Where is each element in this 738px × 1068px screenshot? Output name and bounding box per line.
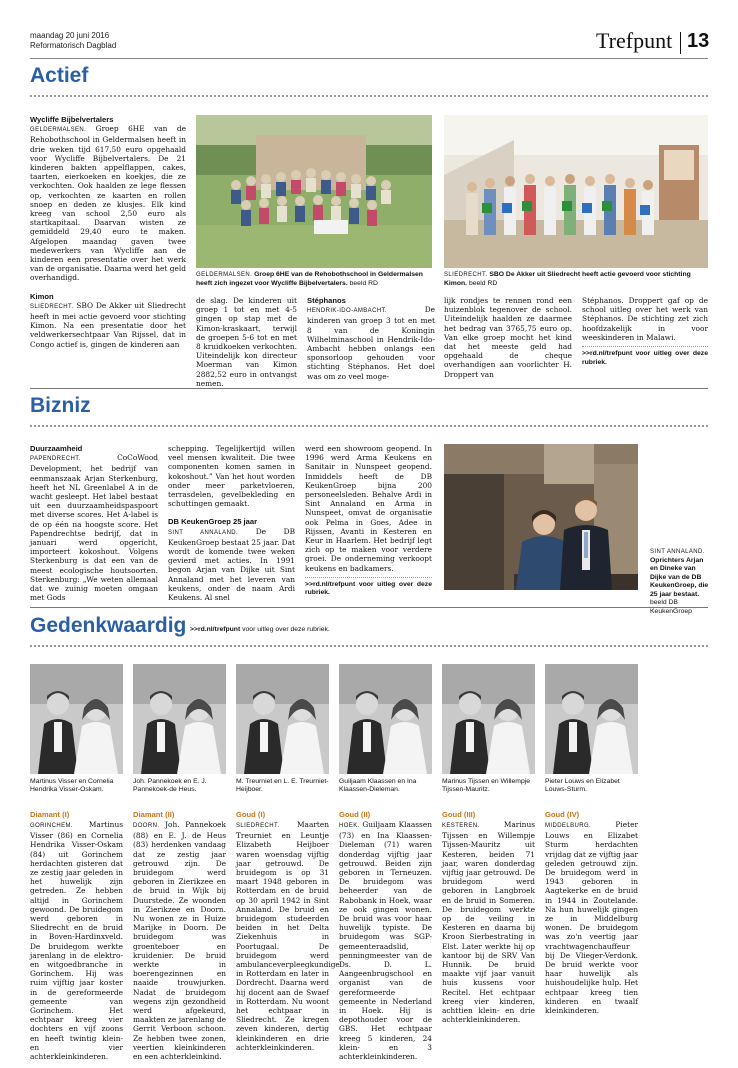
caption-text: Oprichters Arjan en Dineke van Dijke van de DB KeukenGroep, die 25 jaar bestaat. — [650, 556, 709, 598]
couple-caption: M. Treurniet en L. E. Treurniet-Heijboer. — [236, 778, 329, 794]
couple-card — [442, 664, 535, 1024]
anniversary-label: Goud (IV) — [545, 810, 580, 819]
photo-kimon-sliedrecht — [444, 115, 708, 268]
couple-text-block — [442, 820, 535, 1024]
article-text: SBO De Akker uit Sliedrecht heeft in mei actie gevoerd voor stichting Kimon. Na een presentatie door het veldwerkersechtpaar Van Rijssel, dat in Congo actief is, gingen de kinderen aan — [30, 300, 186, 349]
article-text: De DB KeukenGroep bestaat 25 jaar. Dat wordt de komende twee weken gevierd met acties. In 1991 begon Arjan van Dijke uit Sint Annaland met het leveren van keukens, onder de naam Ardi Keukens. Al snel — [168, 526, 295, 603]
section-divider — [30, 645, 708, 647]
couple-photo-image — [236, 664, 329, 774]
keukengroep-photo-image — [444, 444, 638, 590]
couple-photo — [30, 664, 123, 774]
bizniz-column-3 — [305, 444, 432, 598]
section-title-actief: Actief — [30, 64, 89, 87]
actief-column-2 — [196, 296, 297, 388]
couple-card — [545, 664, 638, 1015]
couple-text-block — [545, 820, 638, 1015]
rubriek-link-text: voor uitleg over deze rubriek. — [242, 626, 330, 633]
paper-name: Reformatorisch Dagblad — [30, 41, 117, 50]
couple-text: Joh. Pannekoek (88) en E. J. de Heus (83) herdenken vandaag dat ze zestig jaar getrouwd zijn. De bruidegom werd geboren in Zierikzee en de bruid in Wijk bij Duurstede. Ze woonden in Zierikzee en Doorn. Nu wonen ze in Huize Marijke in Doorn. De bruidegom was groenteboer en kruidenier. De bruid werkte in boerengezinnen en naaide trouwjurken. Nadat de bruidegom wegens zijn gezondheid werd afgekeurd, maakten ze jarenlang de Gerrit Verboon schoon. Ze hebben twee zonen, veertien kleinkinderen en een achterkleinkind. — [133, 820, 226, 1062]
anniversary-label: Goud (I) — [236, 810, 266, 819]
couple-text: Guiljaam Klaassen (73) en Ina Klaassen-Dieleman (71) waren donderdag vijftig jaar getrouwd. Beiden zijn geboren in Terneuzen. De bruidegom was beheerder van de Rabobank in Hoek, waar ze ook gingen wonen. De bruid was voor haar huwelijk typiste. De bruidegom was SGP-gemeenteraadslid, penningmeester van de Ds. D. L. Aangeenbrugschool en organist van de gereformeerde gemeente in Nederland in Hoek. Hij is depothouder voor de GBS. Het echtpaar kreeg 5 kinderen, 24 klein- en 3 achterkleinkinderen. — [339, 820, 432, 1062]
caption-text: SBO De Akker uit Sliedrecht heeft actie gevoerd voor stichting Kimon. — [444, 271, 691, 287]
couple-card — [30, 664, 123, 1061]
couple-place: KESTEREN. — [442, 823, 480, 829]
caption-credit: beeld RD — [349, 279, 378, 287]
article-text: de slag. De kinderen uit groep 1 tot en met 4-5 gingen op stap met de Kimon-kraskaart, terwijl de groepen 5-6 tot en met 8 kruidkoeken verkochten. Uiteindelijk kon directeur Moerman van Kimon 2882,52 euro in ontvangst nemen. — [196, 296, 297, 388]
couple-place: DOORN. — [133, 823, 160, 829]
section-divider — [30, 388, 708, 389]
page-number: 13 — [687, 30, 710, 52]
couple-photo — [339, 664, 432, 774]
caption-credit: beeld DB KeukenGroep — [650, 599, 692, 615]
couple-text-block — [133, 820, 226, 1061]
photo-db-keukengroep — [444, 444, 638, 590]
couple-text-block — [339, 820, 432, 1061]
anniversary-label: Diamant (II) — [133, 810, 175, 819]
header-separator — [680, 32, 681, 54]
couple-photo-image — [133, 664, 226, 774]
kimon-photo-image — [444, 115, 708, 268]
article-text: werd een showroom geopend. In 1996 werd Arma Keukens en Sanitair in Nunspeet geopend. Inmiddels heeft de DB KeukenGroep bijna 200 personeelsleden. Behalve Ardi in Sint Annaland en Arma in Nunspeet, omvat de organisatie ook Pelma in Goes, Adee in Rijssen, Avanti in Kesteren en Keur in Haarlem. Het bedrijf legt zich op te maken voor verdere groei. De onderneming verkoopt keukens en badkamers. — [305, 444, 432, 573]
rubriek-link[interactable] — [582, 350, 708, 367]
section-divider — [30, 607, 708, 608]
anniversary-label: Goud (II) — [339, 810, 371, 819]
article-heading: Stéphanos — [307, 296, 346, 305]
couple-card — [236, 664, 340, 1052]
article-heading: DB KeukenGroep 25 jaar — [168, 517, 258, 527]
article-text: CoCoWood Development, het bedrijf van eenmanszaak Arjan Sterkenburg, heeft het NL Greenlabel A in de wacht gesleept. Het label bestaat uit een duurzaamheidspaspoort met diverse scores. Het A-label is de op één na hoogste score. Het Papendrechtse bedrijf, dat in januari werd opgericht, importeert kokoshout. Volgens Sterkenburg is dat een van de meest ecologische houtsoorten. Sterkenburg: „We weten allemaal dat we zuinig moeten omgaan met Gods — [30, 453, 158, 603]
article-place: SINT ANNALAND. — [168, 529, 239, 536]
anniversary-label: Diamant (I) — [30, 810, 70, 819]
caption-place: SINT ANNALAND. — [650, 549, 705, 555]
couple-text: Pieter Louws en Elizabet Sturm herdachten vrijdag dat ze vijftig jaar geleden getrouwd zijn. De bruidegom werd in 1943 geboren in Aagtekerke en de bruid in 1944 in Zoutelande. Na hun huwelijk gingen ze in Middelburg wonen. De bruidegom was zo'n veertig jaar vrachtwagenchauffeur bij De Vlieger-Verdonk. De bruid werkte voor haar huwelijk als huishoudelijke hulp. Het echtpaar kreeg tien kinderen en twaalf kleinkinderen. — [545, 820, 638, 1016]
page-date-block — [30, 31, 116, 51]
rubriek-link-text: voor uitleg over deze rubriek. — [582, 350, 708, 366]
couple-place: MIDDELBURG. — [545, 823, 592, 829]
caption-credit: beeld RD — [468, 279, 498, 287]
couple-text-block — [236, 820, 340, 1052]
couple-caption: Marinus Tijssen en Willempje Tijssen-Mauritz. — [442, 778, 531, 794]
couple-text: Maarten Treurniet en Leuntje Elizabeth Heijboer waren woensdag vijftig jaar getrouwd. De bruidegom is op 31 maart 1948 geboren in Rotterdam en de bruid op 30 april 1942 in Sint Annaland. De bruid en bruidegom studeerden beiden in het Delta Ziekenhuis in Poortugaal. De bruidegom werd ambulanceverpleegkundige in Rotterdam en later in Dordrecht. Daarna werd hij docent aan de Swaef in Rotterdam. Nu woont het echtpaar in Sliedrecht. Ze kregen zeven kinderen, dertig kleinkinderen en drie achterkleinkinderen. — [236, 820, 340, 1052]
caption-text: Groep 6HE van de Rehobothschool in Geldermalsen heeft zich ingezet voor Wycliffe Bijbelvertalers. — [196, 271, 423, 287]
photo-caption-sliedrecht — [444, 271, 708, 288]
section-title-bizniz: Bizniz — [30, 394, 91, 417]
anniversary-label: Goud (III) — [442, 810, 476, 819]
article-text: Stéphanos. Droppert gaf op de school uitleg over het werk van Stéphanos. De stichting zet zich hoofdzakelijk in voor weeskinderen in Malawi. — [582, 296, 708, 342]
rubriek-link[interactable] — [305, 581, 432, 598]
article-place: GELDERMALSEN. — [30, 127, 87, 134]
couple-text: Martinus Visser (86) en Cornelia Hendrika Visser-Oskam (84) uit Gorinchem herdachten gisteren dat ze zestig jaar geleden in het huwelijk zijn getreden. Ze hebben altijd in Gorinchem gewoond. De bruidegom werd geboren in Sliedrecht en de bruid in Boven-Hardinxveld. De bruidegom werkte jarenlang in de elektro- en witgoedbranche in Gorinchem. Hij was ruim vijftig jaar koster in de gereformeerde gemeente van Gorinchem. Het echtpaar kreeg vier dochters en vijf zoons en heeft twintig klein- en vier achterkleinkinderen. — [30, 820, 123, 1062]
bizniz-column-1 — [30, 444, 158, 602]
couple-card — [133, 664, 226, 1061]
header-rule — [30, 58, 708, 59]
caption-place: GELDERMALSEN. — [196, 272, 253, 278]
rubriek-link-url[interactable]: >>rd.nl/trefpunt — [190, 626, 241, 633]
couple-place: GORINCHEM. — [30, 823, 73, 829]
couple-caption: Guiljaam Klaassen en Ina Klaassen-Dieleman. — [339, 778, 417, 794]
photo-caption-keukengroep — [650, 548, 710, 616]
article-place: HENDRIK-IDO-AMBACHT. — [307, 308, 388, 315]
couple-place: SLIEDRECHT. — [236, 823, 280, 829]
rubriek-link-text: voor uitleg over deze rubriek. — [305, 580, 432, 597]
actief-column-3 — [307, 296, 435, 381]
article-text: schepping. Tegelijkertijd willen veel mensen kwaliteit. Die twee componenten komen samen in kokoshout.” Van het hout worden onder meer parketvloeren, terrasdelen, gevelbekleding en schuttingen gemaakt. — [168, 444, 295, 509]
couple-photo-image — [339, 664, 432, 774]
actief-column-1 — [30, 115, 186, 349]
photo-caption-geldermalsen — [196, 271, 432, 288]
article-text: lijk rondjes te rennen rond een huizenblok tegenover de school. Uiteindelijk haalden ze daarmee het bedrag van 3765,75 euro op. Van elke groep mocht het kind dat het meeste geld had opgehaald de cheque overhandigen aan voorlichter H. Droppert van — [444, 296, 572, 379]
rubriek-link-url[interactable]: >>rd.nl/trefpunt — [582, 350, 633, 358]
photo-class-geldermalsen — [196, 115, 432, 268]
couple-photo-image — [442, 664, 535, 774]
section-name: Trefpunt — [596, 28, 673, 53]
couple-photo-image — [30, 664, 123, 774]
couple-place: HOEK. — [339, 823, 360, 829]
section-divider — [30, 425, 708, 427]
article-text: De kinderen van groep 3 tot en met 8 van de Koningin Wilhelminaschool in Hendrik-Ido-Ambacht hebben onlangs een sponsorloop gehouden voor stichting Stéphanos. Het doel was om zo veel moge- — [307, 305, 435, 381]
couple-photo — [236, 664, 329, 774]
couple-photo-image — [545, 664, 638, 774]
rubriek-link[interactable] — [190, 626, 330, 635]
article-place: SLIEDRECHT. — [30, 303, 74, 310]
couple-caption: Joh. Pannekoek en E. J. Pannekoek-de Heus. — [133, 778, 207, 794]
couple-card — [339, 664, 432, 1061]
couple-photo — [133, 664, 226, 774]
article-text: Groep 6HE van de Rehobothschool in Geldermalsen heeft in drie weken tijd 617,50 euro opgehaald voor Wycliffe Bijbelvertalers. De 21 kinderen bakten appelflappen, cakes, taarten, eierkoeken en koekjes, die ze verkochten. Ook haalden ze lege flessen op, verkochten ze kaarten en rollen snoep en deden ze klusjes. Elk kind kreeg van school 2,50 euro als startkapitaal. Daarvan wisten ze gemiddeld 29,40 euro te maken. Afgelopen maandag gaven twee medewerkers van Wycliffe aan de kinderen een presentatie over het werk van de organisatie. Daarna werd het geld overhandigd. — [30, 124, 186, 283]
couple-text-block — [30, 820, 123, 1061]
article-heading: Duurzaamheid — [30, 444, 83, 453]
couple-caption: Pieter Louws en Elizabet Louws-Sturm. — [545, 778, 620, 794]
couple-text: Marinus Tijssen en Willempje Tijssen-Mauritz uit Kesteren, beiden 71 jaar, waren donderdag vijftig jaar getrouwd. De bruidegom werd geboren in Langbroek en de bruid in Someren. De bruidegom werkte op de veiling in Kesteren en daarna bij Kroon Sierbestrating in Elst. Later werkte hij op kantoor bij de SRV Van Hunnik. De bruid maakte vijf jaar vanuit huis kussens voor Recitel. Het echtpaar kreeg vier kinderen, achttien klein- en drie achterkleinkinderen. — [442, 820, 535, 1025]
caption-place: SLIEDRECHT. — [444, 272, 488, 278]
couple-photo — [442, 664, 535, 774]
actief-column-5 — [582, 296, 708, 367]
class-photo-image — [196, 115, 432, 268]
article-place: PAPENDRECHT. — [30, 456, 81, 463]
couple-photo — [545, 664, 638, 774]
page-date: maandag 20 juni 2016 — [30, 31, 110, 40]
link-divider — [305, 577, 432, 578]
rubriek-link-url[interactable]: >>rd.nl/trefpunt — [305, 580, 356, 588]
section-divider — [30, 95, 708, 97]
link-divider — [582, 346, 708, 347]
actief-column-4 — [444, 296, 572, 379]
bizniz-column-2 — [168, 444, 295, 602]
couple-caption: Martinus Visser en Cornelia Hendrika Visser-Oskam. — [30, 778, 114, 794]
article-heading: Wycliffe Bijbelvertalers — [30, 115, 114, 124]
article-heading: Kimon — [30, 291, 54, 301]
section-title-gedenkwaardig: Gedenkwaardig — [30, 614, 187, 637]
